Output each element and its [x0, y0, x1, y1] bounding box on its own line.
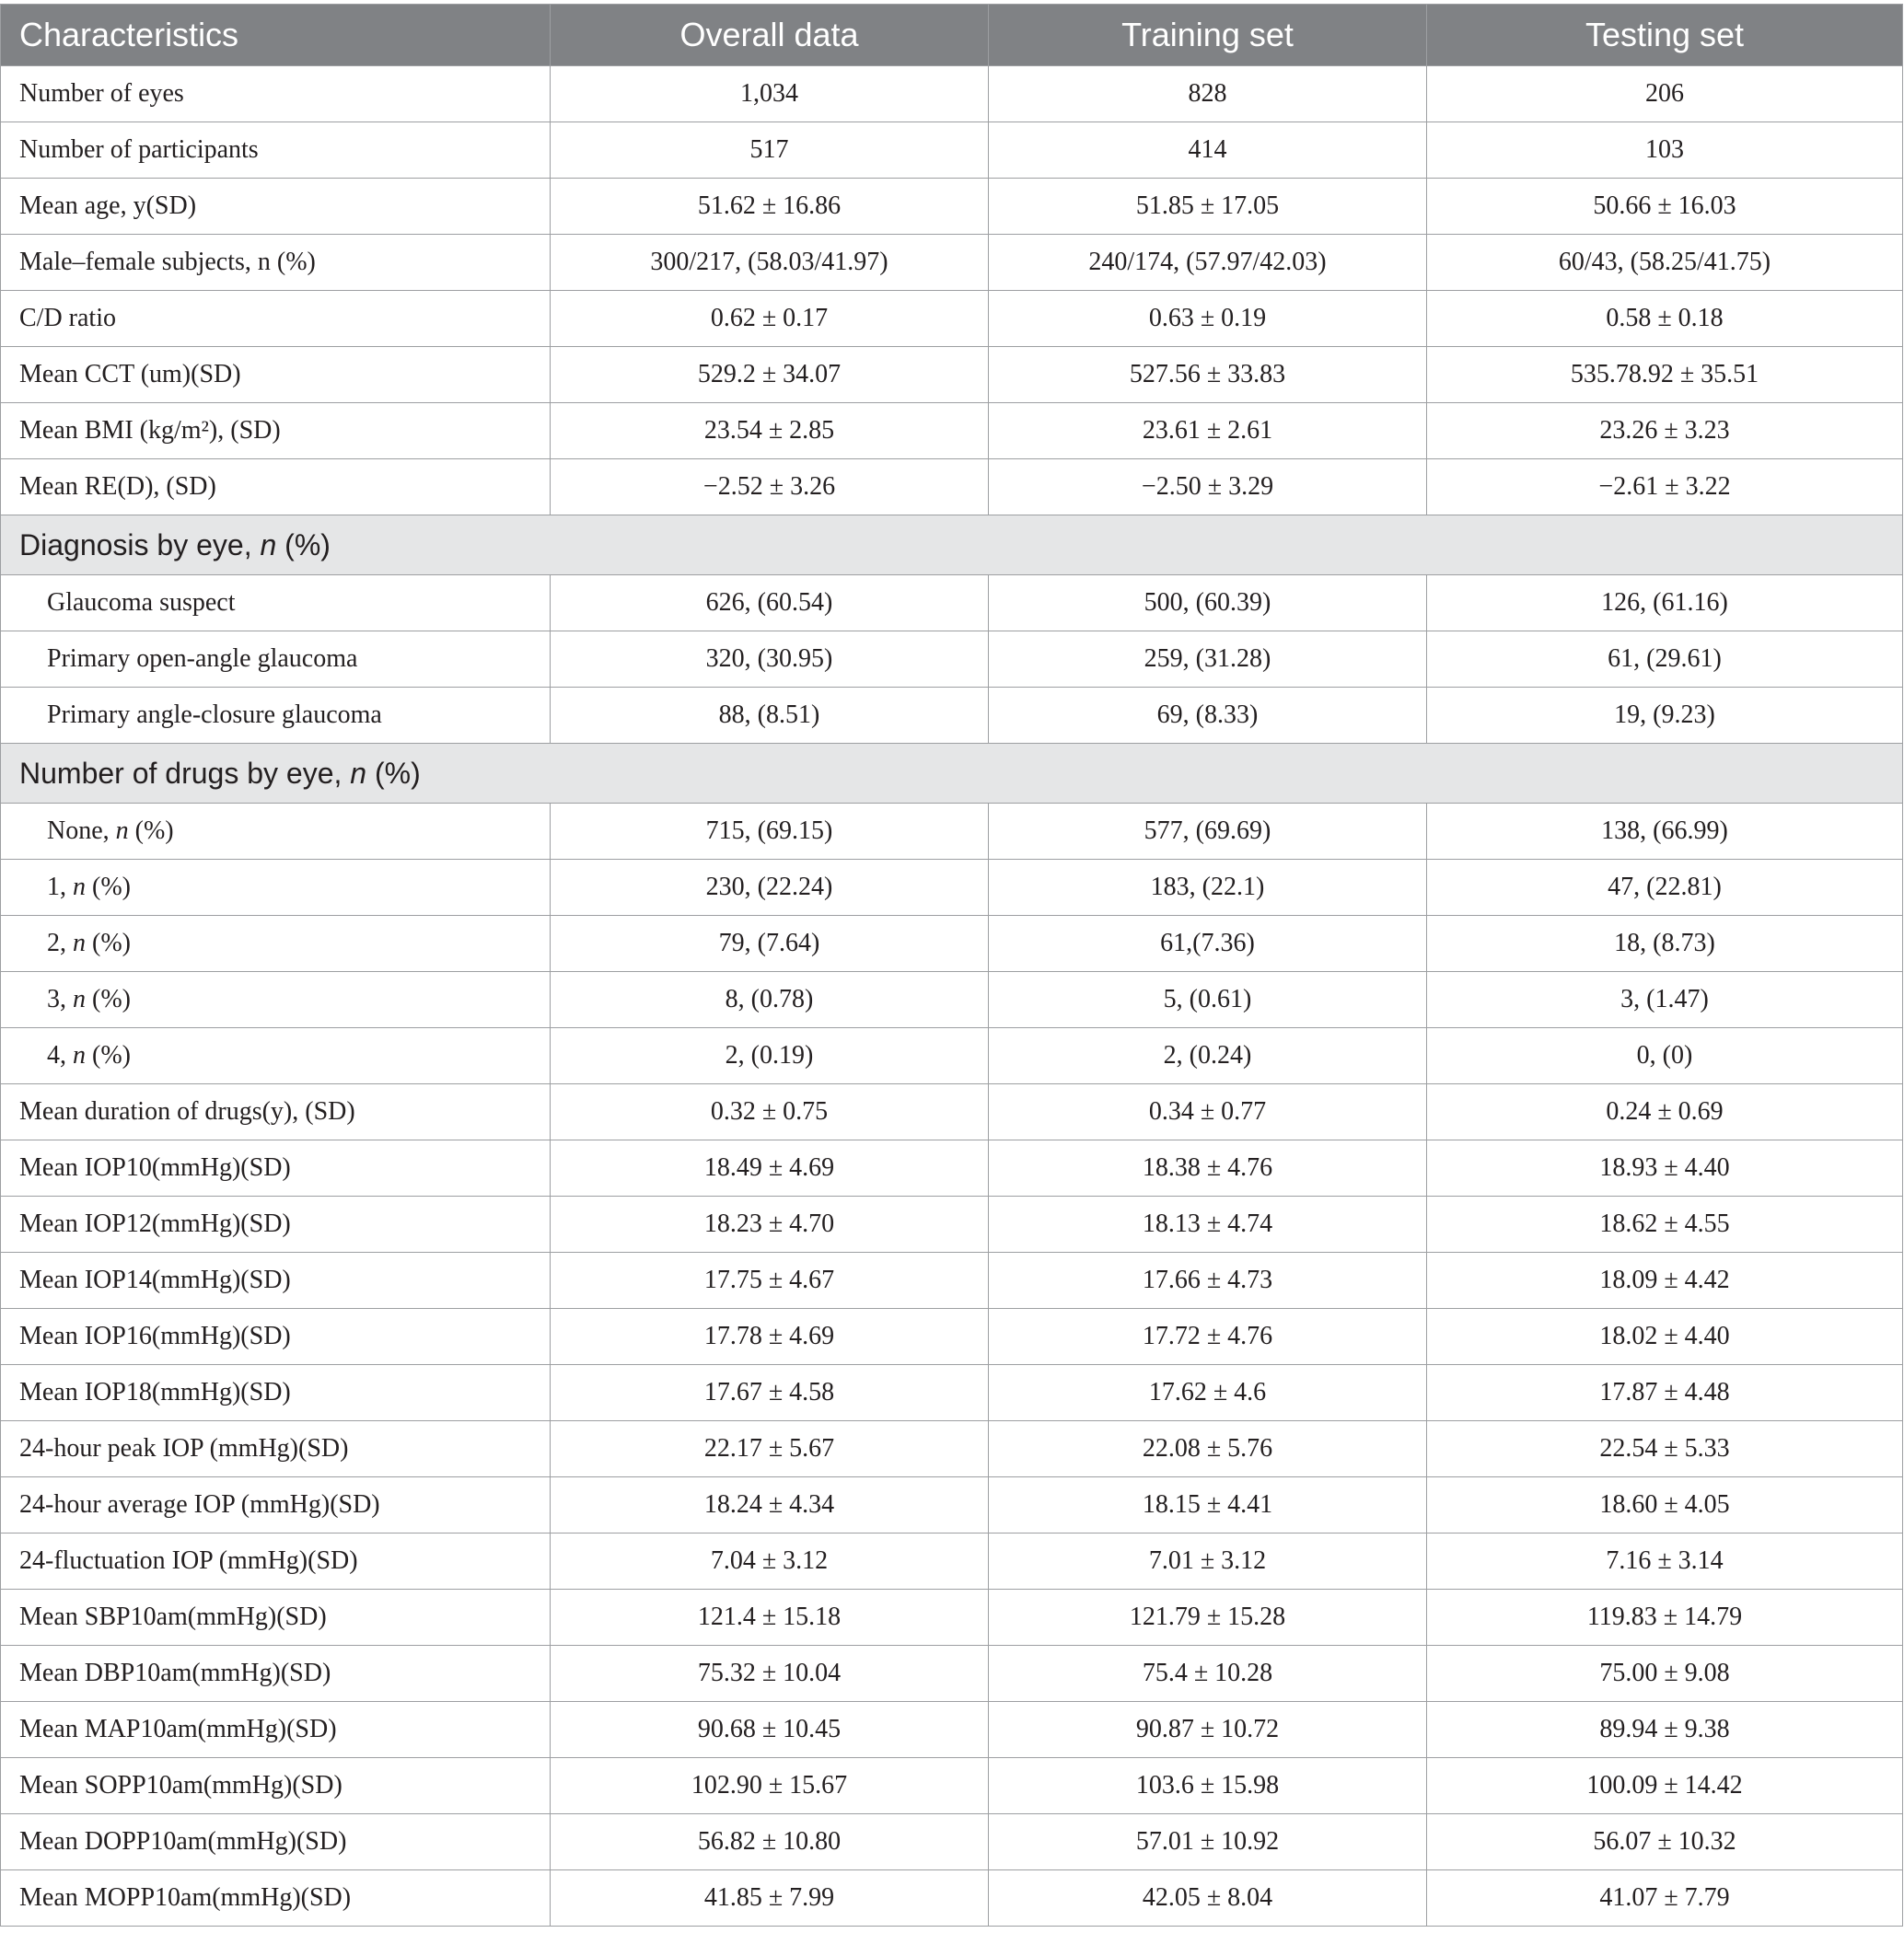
- row-label: Mean age, y(SD): [1, 179, 551, 235]
- row-label: Mean BMI (kg/m²), (SD): [1, 403, 551, 459]
- row-label: Primary open-angle glaucoma: [1, 631, 551, 688]
- row-label: [1, 804, 551, 860]
- overall-value: 626, (60.54): [551, 575, 989, 631]
- row-label: Number of participants: [1, 122, 551, 179]
- row-label: Mean CCT (um)(SD): [1, 347, 551, 403]
- training-value: 17.72 ± 4.76: [989, 1309, 1427, 1365]
- overall-value: 56.82 ± 10.80: [551, 1814, 989, 1870]
- overall-value: 0.62 ± 0.17: [551, 291, 989, 347]
- testing-value: 56.07 ± 10.32: [1427, 1814, 1903, 1870]
- overall-value: 18.24 ± 4.34: [551, 1477, 989, 1534]
- testing-value: 535.78.92 ± 35.51: [1427, 347, 1903, 403]
- training-value: 240/174, (57.97/42.03): [989, 235, 1427, 291]
- overall-value: 517: [551, 122, 989, 179]
- training-value: 90.87 ± 10.72: [989, 1702, 1427, 1758]
- overall-value: 0.32 ± 0.75: [551, 1084, 989, 1140]
- table-row: [1, 66, 1903, 122]
- row-label: [1, 916, 551, 972]
- training-value: 527.56 ± 33.83: [989, 347, 1427, 403]
- table-row: [1, 235, 1903, 291]
- overall-value: 17.67 ± 4.58: [551, 1365, 989, 1421]
- section-number-of-drugs-title: [1, 744, 1903, 804]
- row-label-suffix: (%): [86, 929, 131, 957]
- row-label: Mean IOP12(mmHg)(SD): [1, 1197, 551, 1253]
- training-value: 57.01 ± 10.92: [989, 1814, 1427, 1870]
- row-label: Mean SOPP10am(mmHg)(SD): [1, 1758, 551, 1814]
- row-label-text: 2,: [47, 929, 73, 957]
- testing-value: 206: [1427, 66, 1903, 122]
- testing-value: 18.60 ± 4.05: [1427, 1477, 1903, 1534]
- table-row: [1, 575, 1903, 631]
- row-label: Male–female subjects, n (%): [1, 235, 551, 291]
- training-value: −2.50 ± 3.29: [989, 459, 1427, 515]
- section-diagnosis-by-eye-title: [1, 515, 1903, 575]
- testing-value: 100.09 ± 14.42: [1427, 1758, 1903, 1814]
- overall-value: 715, (69.15): [551, 804, 989, 860]
- testing-value: 18.62 ± 4.55: [1427, 1197, 1903, 1253]
- overall-value: 75.32 ± 10.04: [551, 1646, 989, 1702]
- row-label: Mean IOP10(mmHg)(SD): [1, 1140, 551, 1197]
- header-testing-set: Testing set: [1427, 5, 1903, 66]
- table-row: [1, 347, 1903, 403]
- training-value: 18.38 ± 4.76: [989, 1140, 1427, 1197]
- overall-value: 7.04 ± 3.12: [551, 1534, 989, 1590]
- table-row: [1, 459, 1903, 515]
- training-value: 61,(7.36): [989, 916, 1427, 972]
- table-row: [1, 1309, 1903, 1365]
- testing-value: 18.09 ± 4.42: [1427, 1253, 1903, 1309]
- row-label-text: None,: [47, 816, 116, 845]
- row-label-suffix: (%): [128, 816, 174, 845]
- table-row: [1, 916, 1903, 972]
- table-row: [1, 1646, 1903, 1702]
- testing-value: 89.94 ± 9.38: [1427, 1702, 1903, 1758]
- table-header: [1, 5, 1903, 66]
- header-characteristics: Characteristics: [1, 5, 551, 66]
- row-label: C/D ratio: [1, 291, 551, 347]
- testing-value: 19, (9.23): [1427, 688, 1903, 744]
- training-value: 103.6 ± 15.98: [989, 1758, 1427, 1814]
- table-row: [1, 1590, 1903, 1646]
- testing-value: 18.02 ± 4.40: [1427, 1309, 1903, 1365]
- section-title-text: Number of drugs by eye,: [19, 756, 351, 790]
- row-label: Mean SBP10am(mmHg)(SD): [1, 1590, 551, 1646]
- table-row: [1, 122, 1903, 179]
- row-label-text: 1,: [47, 873, 73, 901]
- training-value: 0.63 ± 0.19: [989, 291, 1427, 347]
- row-label-suffix: (%): [86, 1041, 131, 1070]
- overall-value: 90.68 ± 10.45: [551, 1702, 989, 1758]
- testing-value: 75.00 ± 9.08: [1427, 1646, 1903, 1702]
- row-label-n: n: [73, 1041, 86, 1070]
- row-label: 24-fluctuation IOP (mmHg)(SD): [1, 1534, 551, 1590]
- row-label-n: n: [73, 929, 86, 957]
- training-value: 183, (22.1): [989, 860, 1427, 916]
- table-row: [1, 1534, 1903, 1590]
- characteristics-table: [0, 4, 1903, 1927]
- table-row: [1, 1253, 1903, 1309]
- row-label: Mean DBP10am(mmHg)(SD): [1, 1646, 551, 1702]
- table-row: [1, 403, 1903, 459]
- testing-value: 47, (22.81): [1427, 860, 1903, 916]
- overall-value: 18.49 ± 4.69: [551, 1140, 989, 1197]
- training-value: 414: [989, 122, 1427, 179]
- header-training-set: Training set: [989, 5, 1427, 66]
- training-value: 42.05 ± 8.04: [989, 1870, 1427, 1927]
- table-row: [1, 688, 1903, 744]
- overall-value: 529.2 ± 34.07: [551, 347, 989, 403]
- table-row: [1, 1702, 1903, 1758]
- table-row: [1, 1814, 1903, 1870]
- table-row: [1, 1477, 1903, 1534]
- overall-value: 88, (8.51): [551, 688, 989, 744]
- testing-value: 50.66 ± 16.03: [1427, 179, 1903, 235]
- table-row: [1, 804, 1903, 860]
- training-value: 121.79 ± 15.28: [989, 1590, 1427, 1646]
- table-row: [1, 1084, 1903, 1140]
- testing-value: 3, (1.47): [1427, 972, 1903, 1028]
- testing-value: 138, (66.99): [1427, 804, 1903, 860]
- table-row: [1, 291, 1903, 347]
- overall-value: 102.90 ± 15.67: [551, 1758, 989, 1814]
- row-label-n: n: [73, 985, 86, 1013]
- row-label: Mean MOPP10am(mmHg)(SD): [1, 1870, 551, 1927]
- section-title-suffix: (%): [366, 756, 421, 790]
- table-row: [1, 860, 1903, 916]
- overall-value: 22.17 ± 5.67: [551, 1421, 989, 1477]
- testing-value: 22.54 ± 5.33: [1427, 1421, 1903, 1477]
- section-title-n: n: [260, 527, 277, 561]
- table-row: [1, 1758, 1903, 1814]
- row-label-text: 4,: [47, 1041, 73, 1070]
- training-value: 23.61 ± 2.61: [989, 403, 1427, 459]
- row-label-n: n: [73, 873, 86, 901]
- overall-value: 17.78 ± 4.69: [551, 1309, 989, 1365]
- row-label: Mean DOPP10am(mmHg)(SD): [1, 1814, 551, 1870]
- overall-value: 320, (30.95): [551, 631, 989, 688]
- testing-value: 17.87 ± 4.48: [1427, 1365, 1903, 1421]
- row-label: Mean duration of drugs(y), (SD): [1, 1084, 551, 1140]
- row-label: Mean IOP18(mmHg)(SD): [1, 1365, 551, 1421]
- overall-value: 121.4 ± 15.18: [551, 1590, 989, 1646]
- training-value: 5, (0.61): [989, 972, 1427, 1028]
- overall-value: 1,034: [551, 66, 989, 122]
- training-value: 7.01 ± 3.12: [989, 1534, 1427, 1590]
- testing-value: −2.61 ± 3.22: [1427, 459, 1903, 515]
- section-number-of-drugs: [1, 744, 1903, 804]
- table-row: [1, 1197, 1903, 1253]
- training-value: 17.66 ± 4.73: [989, 1253, 1427, 1309]
- section-title-text: Diagnosis by eye,: [19, 527, 261, 561]
- testing-value: 18, (8.73): [1427, 916, 1903, 972]
- testing-value: 0.24 ± 0.69: [1427, 1084, 1903, 1140]
- training-value: 18.15 ± 4.41: [989, 1477, 1427, 1534]
- row-label-n: n: [115, 816, 129, 845]
- row-label: Glaucoma suspect: [1, 575, 551, 631]
- overall-value: 2, (0.19): [551, 1028, 989, 1084]
- row-label: [1, 972, 551, 1028]
- row-label: Number of eyes: [1, 66, 551, 122]
- training-value: 259, (31.28): [989, 631, 1427, 688]
- testing-value: 103: [1427, 122, 1903, 179]
- table-row: [1, 1870, 1903, 1927]
- training-value: 22.08 ± 5.76: [989, 1421, 1427, 1477]
- testing-value: 0.58 ± 0.18: [1427, 291, 1903, 347]
- overall-value: 23.54 ± 2.85: [551, 403, 989, 459]
- testing-value: 126, (61.16): [1427, 575, 1903, 631]
- overall-value: 8, (0.78): [551, 972, 989, 1028]
- testing-value: 60/43, (58.25/41.75): [1427, 235, 1903, 291]
- overall-value: 300/217, (58.03/41.97): [551, 235, 989, 291]
- row-label-suffix: (%): [86, 985, 131, 1013]
- row-label: 24-hour peak IOP (mmHg)(SD): [1, 1421, 551, 1477]
- training-value: 18.13 ± 4.74: [989, 1197, 1427, 1253]
- row-label-text: 3,: [47, 985, 73, 1013]
- row-label: Mean RE(D), (SD): [1, 459, 551, 515]
- row-label: [1, 1028, 551, 1084]
- table-row: [1, 1028, 1903, 1084]
- header-overall-data: Overall data: [551, 5, 989, 66]
- testing-value: 0, (0): [1427, 1028, 1903, 1084]
- overall-value: 18.23 ± 4.70: [551, 1197, 989, 1253]
- training-value: 75.4 ± 10.28: [989, 1646, 1427, 1702]
- section-title-suffix: (%): [276, 527, 331, 561]
- testing-value: 61, (29.61): [1427, 631, 1903, 688]
- row-label-suffix: (%): [86, 873, 131, 901]
- training-value: 500, (60.39): [989, 575, 1427, 631]
- training-value: 2, (0.24): [989, 1028, 1427, 1084]
- training-value: 51.85 ± 17.05: [989, 179, 1427, 235]
- training-value: 69, (8.33): [989, 688, 1427, 744]
- testing-value: 119.83 ± 14.79: [1427, 1590, 1903, 1646]
- overall-value: −2.52 ± 3.26: [551, 459, 989, 515]
- overall-value: 79, (7.64): [551, 916, 989, 972]
- testing-value: 23.26 ± 3.23: [1427, 403, 1903, 459]
- header-row: [1, 5, 1903, 66]
- table-row: [1, 179, 1903, 235]
- table-row: [1, 631, 1903, 688]
- row-label: 24-hour average IOP (mmHg)(SD): [1, 1477, 551, 1534]
- table-row: [1, 1421, 1903, 1477]
- section-title-n: n: [350, 756, 367, 790]
- table-row: [1, 1365, 1903, 1421]
- overall-value: 230, (22.24): [551, 860, 989, 916]
- testing-value: 7.16 ± 3.14: [1427, 1534, 1903, 1590]
- table-row: [1, 1140, 1903, 1197]
- row-label: Mean IOP16(mmHg)(SD): [1, 1309, 551, 1365]
- training-value: 828: [989, 66, 1427, 122]
- overall-value: 41.85 ± 7.99: [551, 1870, 989, 1927]
- overall-value: 17.75 ± 4.67: [551, 1253, 989, 1309]
- row-label: [1, 860, 551, 916]
- testing-value: 18.93 ± 4.40: [1427, 1140, 1903, 1197]
- table-body: [1, 66, 1903, 1927]
- row-label: Mean MAP10am(mmHg)(SD): [1, 1702, 551, 1758]
- training-value: 17.62 ± 4.6: [989, 1365, 1427, 1421]
- training-value: 577, (69.69): [989, 804, 1427, 860]
- training-value: 0.34 ± 0.77: [989, 1084, 1427, 1140]
- testing-value: 41.07 ± 7.79: [1427, 1870, 1903, 1927]
- row-label: Primary angle-closure glaucoma: [1, 688, 551, 744]
- table-row: [1, 972, 1903, 1028]
- overall-value: 51.62 ± 16.86: [551, 179, 989, 235]
- row-label: Mean IOP14(mmHg)(SD): [1, 1253, 551, 1309]
- section-diagnosis-by-eye: [1, 515, 1903, 575]
